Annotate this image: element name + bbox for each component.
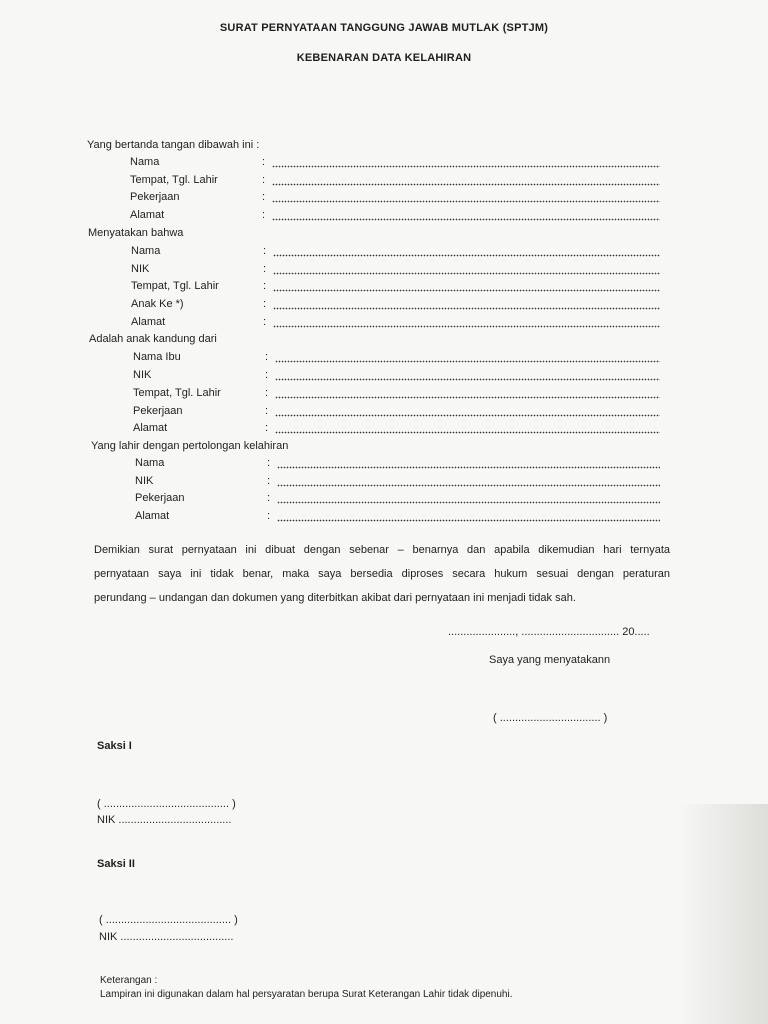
field-colon: : [263,280,267,292]
field-fill-line[interactable] [275,351,660,363]
field-colon: : [262,209,266,221]
field-fill-line[interactable] [277,457,660,469]
field-label: Tempat, Tgl. Lahir [133,387,221,399]
field-label: Nama [131,245,161,257]
field-colon: : [263,298,267,310]
field-colon: : [263,316,267,328]
field-colon: : [267,457,271,469]
field-label: Nama Ibu [133,351,181,363]
field-fill-line[interactable] [277,510,660,522]
field-label: Nama [135,457,165,469]
place-date-line: ......................, ................................ 20..... [448,626,650,638]
form-field-row [135,510,660,524]
field-label: NIK [133,369,152,381]
statement-paragraph [94,538,670,610]
field-fill-line[interactable] [275,369,660,381]
field-fill-line[interactable] [275,405,660,417]
signer-label: Saya yang menyatakann [489,654,611,666]
note-label: Keterangan : [100,975,158,986]
field-fill-line[interactable] [275,387,660,399]
field-fill-line[interactable] [273,298,660,310]
field-fill-line[interactable] [272,191,660,203]
field-label: Alamat [130,209,165,221]
field-fill-line[interactable] [273,245,660,257]
field-fill-line[interactable] [272,156,660,168]
statement-line: Demikian surat pernyataan ini dibuat dengan sebenar – benarnya dan apabila dikemudian hari ternyata [94,544,670,556]
section-heading: Yang lahir dengan pertolongan kelahiran [91,440,289,452]
field-fill-line[interactable] [273,316,660,328]
field-label: NIK [135,475,154,487]
signer-name-blank: ( ................................. ) [493,712,608,724]
document-title: SURAT PERNYATAAN TANGGUNG JAWAB MUTLAK (SPTJM) [219,22,549,34]
field-label: NIK [131,263,150,275]
field-fill-line[interactable] [277,492,660,504]
form-field-row [135,457,660,471]
field-fill-line[interactable] [275,422,660,434]
field-label: Pekerjaan [130,191,180,203]
field-colon: : [263,245,267,257]
form-field-row [131,316,660,330]
form-field-row [133,405,660,419]
field-label: Pekerjaan [135,492,185,504]
field-colon: : [265,369,269,381]
note-text: Lampiran ini digunakan dalam hal persyaratan berupa Surat Keterangan Lahir tidak dipenuhi. [100,989,513,1000]
witness2-label: Saksi II [97,858,135,870]
form-field-row [130,174,660,188]
field-label: Nama [130,156,160,168]
field-colon: : [262,191,266,203]
statement-line: pernyataan saya ini tidak benar, maka saya bersedia diproses secara hukum sesuai dengan peraturan [94,568,670,580]
form-field-row [131,263,660,277]
form-field-row [130,156,660,170]
form-field-row [135,475,660,489]
witness2-name-blank: ( ......................................... ) [99,914,238,926]
field-label: Tempat, Tgl. Lahir [130,174,218,186]
form-field-row [133,422,660,436]
section-heading: Menyatakan bahwa [88,227,184,239]
field-label: Alamat [135,510,170,522]
field-colon: : [262,156,266,168]
field-label: Alamat [133,422,168,434]
witness1-nik: NIK ..................................... [97,814,232,826]
field-label: Alamat [131,316,166,328]
form-field-row [130,191,660,205]
statement-line: perundang – undangan dan dokumen yang diterbitkan akibat dari pernyataan ini menjadi tidak sah. [94,592,576,604]
form-field-row [133,351,660,365]
form-field-row [135,492,660,506]
field-label: Anak Ke *) [131,298,184,310]
field-fill-line[interactable] [277,475,660,487]
witness1-label: Saksi I [97,740,132,752]
form-field-row [131,280,660,294]
field-label: Pekerjaan [133,405,183,417]
field-fill-line[interactable] [272,174,660,186]
form-field-row [130,209,660,223]
page-shadow [678,804,768,1024]
form-field-row [133,369,660,383]
section-heading: Yang bertanda tangan dibawah ini : [87,139,260,151]
field-fill-line[interactable] [272,209,660,221]
field-colon: : [265,422,269,434]
field-colon: : [265,387,269,399]
form-field-row [131,245,660,259]
field-colon: : [265,351,269,363]
section-heading: Adalah anak kandung dari [89,333,217,345]
field-colon: : [267,475,271,487]
field-label: Tempat, Tgl. Lahir [131,280,219,292]
field-fill-line[interactable] [273,263,660,275]
witness2-nik: NIK ..................................... [99,931,234,943]
field-fill-line[interactable] [273,280,660,292]
witness1-name-blank: ( ......................................... ) [97,798,236,810]
form-field-row [131,298,660,312]
field-colon: : [262,174,266,186]
field-colon: : [267,492,271,504]
field-colon: : [265,405,269,417]
field-colon: : [263,263,267,275]
form-field-row [133,387,660,401]
field-colon: : [267,510,271,522]
document-subtitle: KEBENARAN DATA KELAHIRAN [296,52,472,64]
